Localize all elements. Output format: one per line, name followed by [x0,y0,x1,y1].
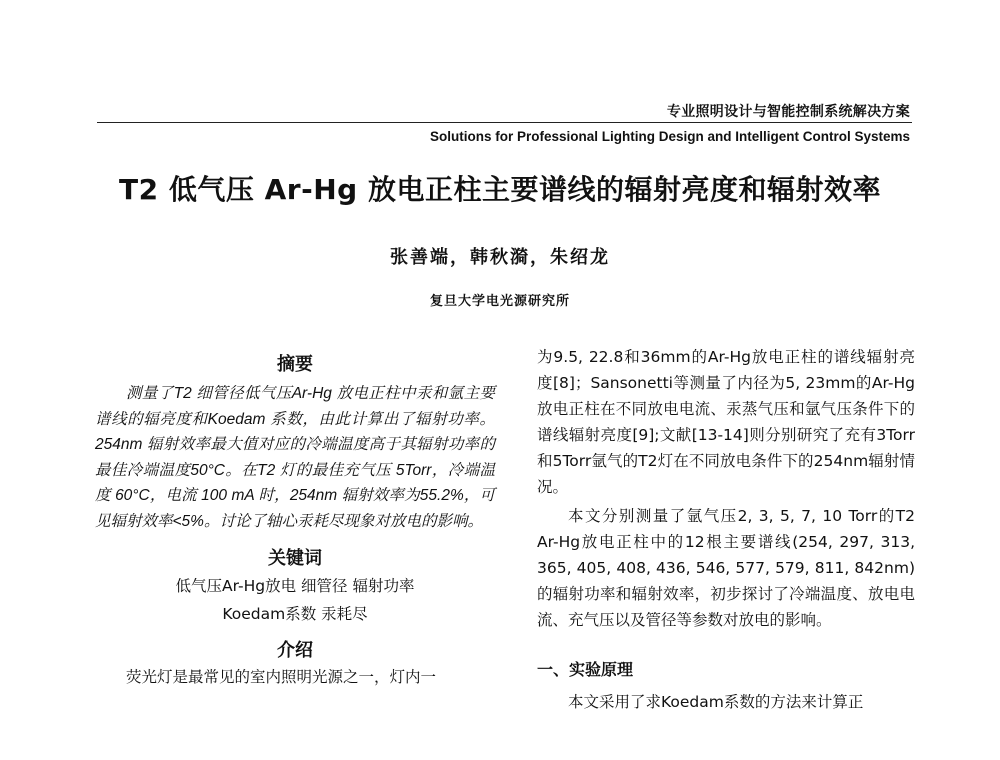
affiliation: 复旦大学电光源研究所 [429,294,570,309]
right-paragraph-1: 为9.5, 22.8和36mm的Ar-Hg放电正柱的谱线辐射亮度[8]；Sansonetti等测量了内径为5, 23mm的Ar-Hg放电正柱在不同放电电流、汞蒸气压和氩气压条件下的谱线辐射亮度[9];文献[13-14]则分别研究了充有3Torr和5Torr氩气的T2灯在不同放电条件下的254nm辐射情况。 [537,348,915,496]
running-header-english: Solutions for Professional Lighting Design and Intelligent Control Systems [429,129,910,144]
abstract-heading: 摘要 [277,354,313,375]
intro-heading: 介绍 [277,640,313,661]
left-column [95,352,495,690]
right-paragraph-2: 本文分别测量了氩气压2, 3, 5, 7, 10 Torr的T2 Ar-Hg放电正柱中的12根主要谱线(254, 297, 313, 365, 405, 408, 436, 546, 577, 579, 811, 842nm)的辐射功率和辐射效率，初步探讨了冷端温度、放电电流、充气压以及管径等参数对放电的影响。 [537,507,915,629]
authors: 张善端，韩秋漪，朱绍龙 [390,247,610,268]
right-paragraph-3: 本文采用了求Koedam系数的方法来计算正 [568,693,864,711]
keywords-line-2: Koedam系数 汞耗尽 [222,605,368,623]
intro-text: 荧光灯是最常见的室内照明光源之一，灯内一 [126,668,437,686]
keywords-line-1: 低气压Ar-Hg放电 细管径 辐射功率 [175,577,415,595]
keywords-heading: 关键词 [268,548,322,569]
section-1-heading: 一、实验原理 [537,660,634,679]
header-divider [97,122,912,123]
paper-title: T2 低气压 Ar-Hg 放电正柱主要谱线的辐射亮度和辐射效率 [119,173,881,206]
abstract-text: 测量了T2 细管径低气压Ar-Hg 放电正柱中汞和氩主要谱线的辐亮度和Koedam 系数，由此计算出了辐射功率。254nm 辐射效率最大值对应的冷端温度高于其辐射功率的最佳冷端温度50°C。在T2 灯的最佳充气压 5Torr，冷端温度 60°C，电流 100 mA 时，254nm 辐射效率为55.2%，可见辐射效率<5%。讨论了轴心汞耗尽现象对放电的影响。 [95,385,495,530]
right-column [537,344,915,715]
running-header-chinese: 专业照明设计与智能控制系统解决方案 [666,104,910,120]
